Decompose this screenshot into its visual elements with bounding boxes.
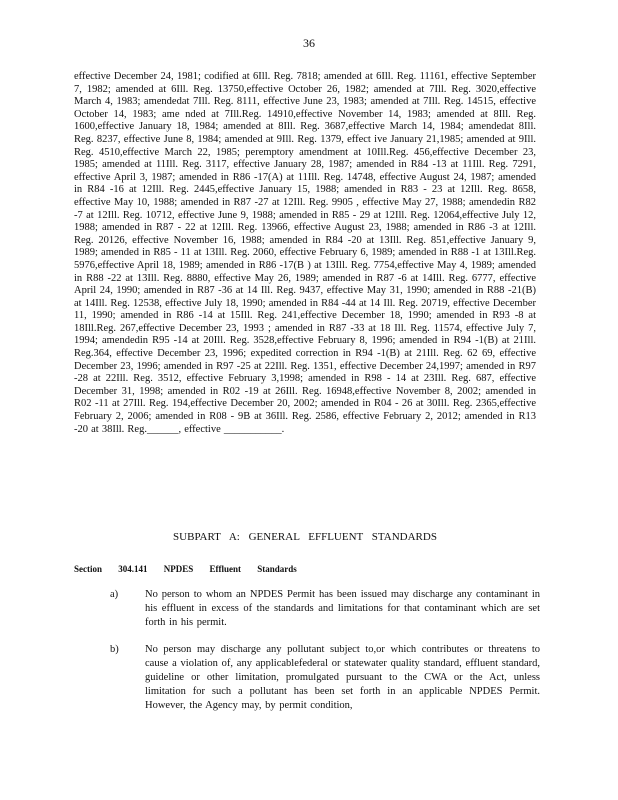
paragraph-label: a): [110, 589, 119, 600]
paragraph-label: b): [110, 644, 119, 655]
section-title-word-2: Effluent: [209, 564, 242, 574]
section-title-word-3: Standards: [257, 564, 297, 574]
paragraph-text: No person may discharge any pollutant subject to,or which contributes or threatens to cause a violation of, any applicablefederal or statewater quality standard, effluent standard, guideline or other limitation, promulgated pursuant to the CWA or the Act, unless limitation for such a pollutant has been set forth in an applicable NPDES Permit. However, the Agency may, by permit condition,: [145, 644, 540, 711]
section-number: 304.141: [118, 564, 148, 574]
paragraph-a: [74, 588, 540, 630]
page-number: 36: [303, 36, 315, 50]
section-heading: [74, 564, 311, 574]
section-label: Section: [74, 564, 102, 574]
amendment-history: effective December 24, 1981; codified at 6Ill. Reg. 7818; amended at 6Ill. Reg. 11161, effective September 7, 1982; amended at 6Ill. Reg. 13750,effective October 26, 1982; amended at 7Ill. Reg. 3020,effective March 4, 1983; amendedat 7Ill. Reg. 8111, effective June 23, 1983; amended at 7Ill. Reg. 14515, effective October 14, 1983; ame nded at 7Ill.Reg. 14910,effective November 14, 1983; amended at 8Ill. Reg. 1600,effective January 18, 1984; amended at 8Ill. Reg. 3687,effective March 14, 1984; amendedat 8Ill. Reg. 8237, effective June 8, 1984; amended at 9Ill. Reg. 1379, effect ive January 21,1985; amended at 9Ill. Reg. 4510,effective March 22, 1985; peremptory amendment at 10Ill.Reg. 456,effective December 23, 1985; amended at 11Ill. Reg. 3117, effective January 28, 1987; amended in R84 -13 at 11Ill. Reg. 7291, effective April 3, 1987; amended in R86 -17(A) at 11Ill. Reg. 14748, effective August 24, 1987; amended in R84 -16 at 12Ill. Reg. 2445,effective January 15, 1988; amended in R83 - 23 at 12Ill. Reg. 8658, effective May 10, 1988; amended in R87 -27 at 12Ill. Reg. 9905 , effective May 27, 1988; amendedin R82 -7 at 12Ill. Reg. 10712, effective June 9, 1988; amended in R85 - 29 at 12Ill. Reg. 12064,effective July 12, 1988; amended in R87 - 22 at 12Ill. Reg. 13966, effective August 23, 1988; amended in R86 -3 at 12Ill. Reg. 20126, effective November 16, 1988; amended in R84 -20 at 13Ill. Reg. 851,effective January 9, 1989; amended in R85 - 11 at 13Ill. Reg. 2060, effective February 6, 1989; amended in R88 -1 at 13Ill.Reg. 5976,effective April 18, 1989; amended in R86 -17(B ) at 13Ill. Reg. 7754,effective May 4, 1989; amended in R88 -22 at 13Ill. Reg. 8880, effective May 26, 1989; amended in R87 -6 at 14Ill. Reg. 6777, effective April 24, 1990; amended in R87 -36 at 14 Ill. Reg. 9437, effective May 31, 1990; amended in R88 -21(B) at 14Ill. Reg. 12538, effective July 18, 1990; amended in R84 -44 at 14 Ill. Reg. 20719, effective December 11, 1990; amended in R86 -14 at 15Ill. Reg. 241,effective December 18, 1990; amended in R93 -8 at 18Ill.Reg. 267,effective December 23, 1993 ; amended in R87 -33 at 18 Ill. Reg. 11574, effective July 7, 1994; amendedin R95 -14 at 20Ill. Reg. 3528,effective February 8, 1996; amended in R94 -1(B) at 21Ill. Reg.364, effective December 23, 1996; expedited correction in R94 -1(B) at 21Ill. Reg. 62 69, effective December 23, 1996; amended in R97 -25 at 22Ill. Reg. 1351, effective December 24,1997; amended in R97 -28 at 22Ill. Reg. 3512, effective February 3,1998; amended in R98 - 14 at 23Ill. Reg. 687, effective December 31, 1998; amended in R02 -19 at 26Ill. Reg. 16948,effective November 8, 2002; amended in R02 -11 at 27Ill. Reg. 194,effective December 20, 2002; amended in R04 - 26 at 30Ill. Reg. 2365,effective February 2, 2006; amended in R08 - 9B at 36Ill. Reg. 2586, effective February 2, 2012; amended in R13 -20 at 38Ill. Reg.______, effective ___________.: [74, 71, 536, 435]
subpart-heading: SUBPART A: GENERAL EFFLUENT STANDARDS: [173, 531, 437, 543]
section-title-word-1: NPDES: [163, 564, 194, 574]
paragraph-text: No person to whom an NPDES Permit has been issued may discharge any contaminant in his effluent in excess of the standards and limitations for that contaminant which are set forth in his permit.: [145, 589, 540, 628]
paragraph-b: [74, 643, 540, 713]
